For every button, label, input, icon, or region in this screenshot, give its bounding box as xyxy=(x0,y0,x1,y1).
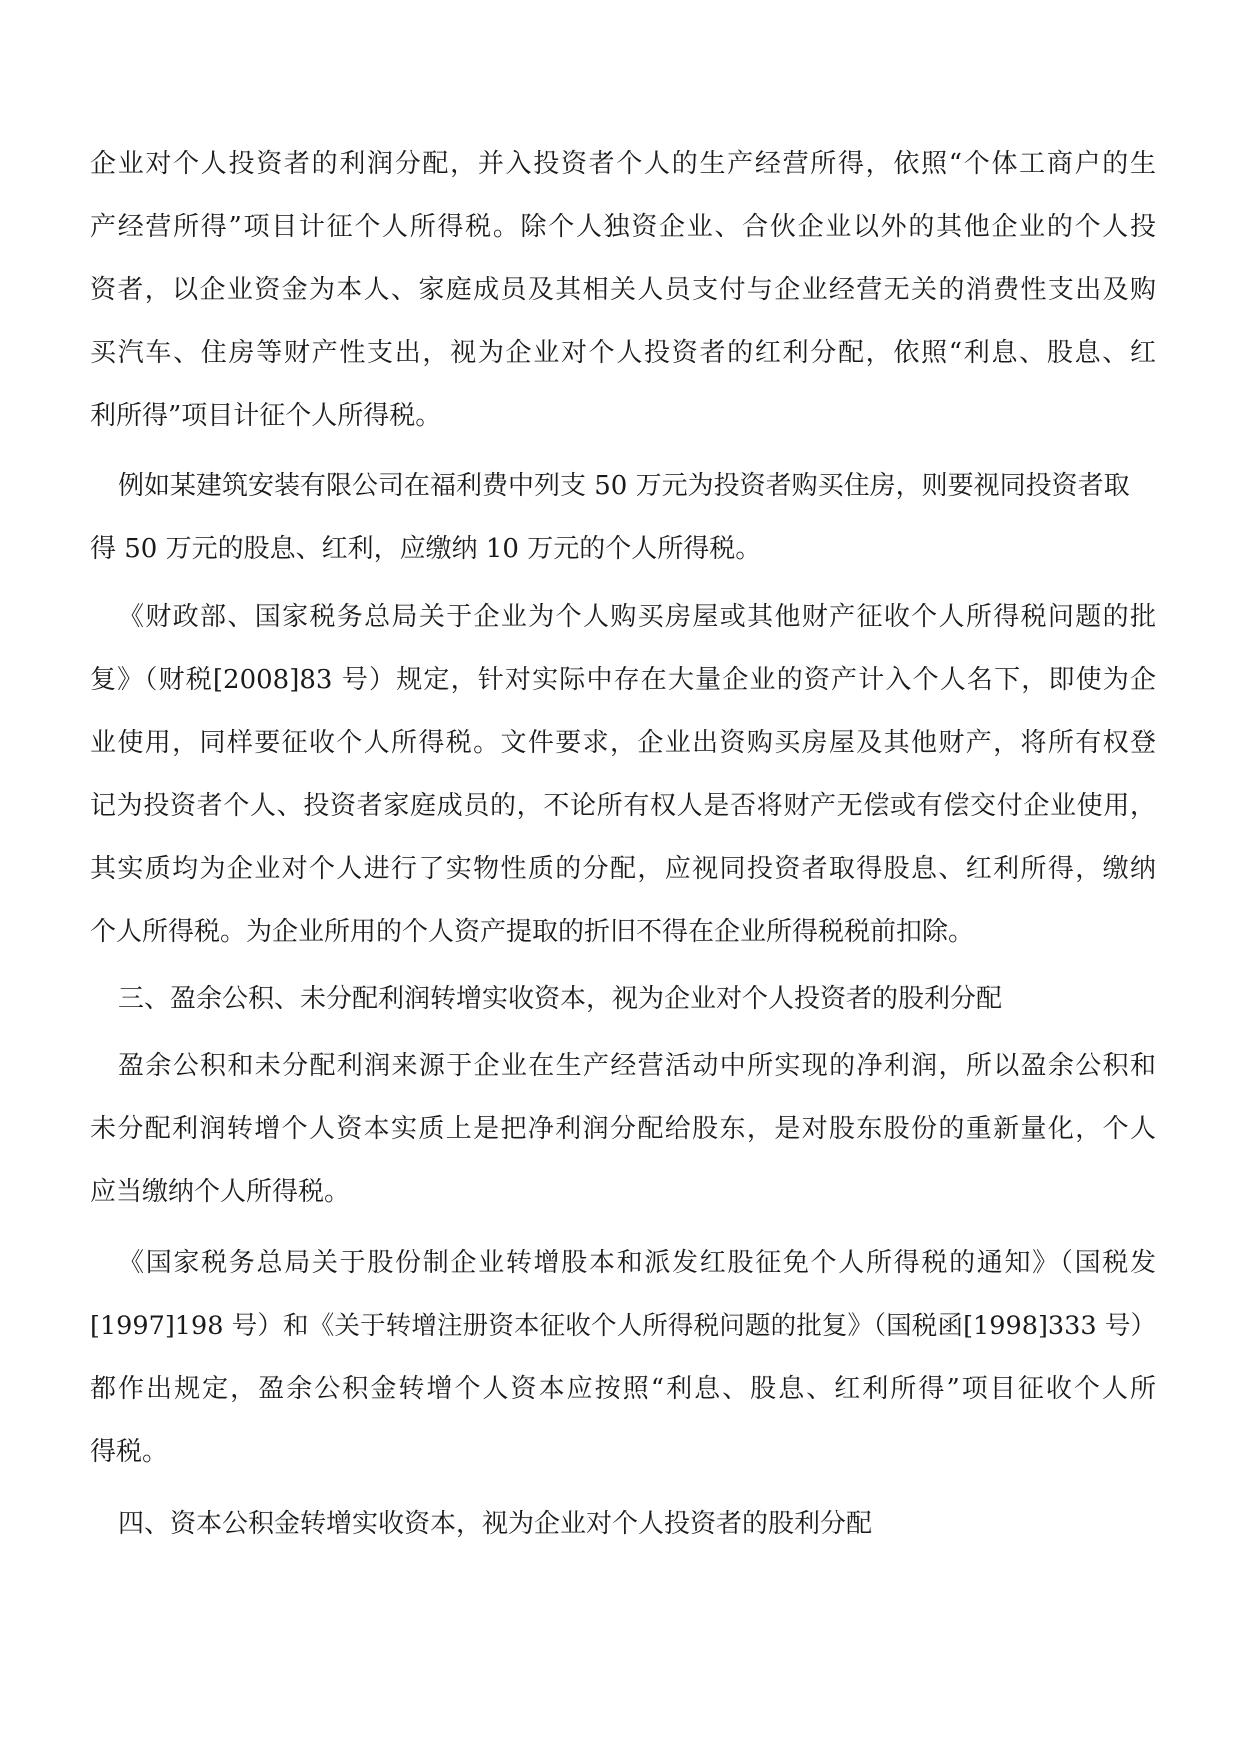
text-line: 企业对个人投资者的利润分配，并入投资者个人的生产经营所得，依照“个体工商户的生 xyxy=(90,149,1156,179)
heading-line: 四、资本公积金转增实收资本，视为企业对个人投资者的股利分配 xyxy=(118,1509,873,1539)
text-line: 得 50 万元的股息、红利，应缴纳 10 万元的个人所得税。 xyxy=(90,534,762,564)
text-line: 复》（财税[2008]83 号）规定，针对实际中存在大量企业的资产计入个人名下，即使为企 xyxy=(90,665,1156,695)
text-line: 应当缴纳个人所得税。 xyxy=(90,1177,351,1207)
text-line: 业使用，同样要征收个人所得税。文件要求，企业出资购买房屋及其他财产，将所有权登 xyxy=(90,728,1156,758)
text-line: 买汽车、住房等财产性支出，视为企业对个人投资者的红利分配，依照“利息、股息、红 xyxy=(90,338,1156,368)
text-line: 盈余公积和未分配利润来源于企业在生产经营活动中所实现的净利润，所以盈余公积和 xyxy=(118,1051,1156,1081)
text-line: 《国家税务总局关于股份制企业转增股本和派发红股征免个人所得税的通知》（国税发 xyxy=(118,1248,1156,1278)
text-line: 个人所得税。为企业所用的个人资产提取的折旧不得在企业所得税税前扣除。 xyxy=(90,917,975,947)
text-line: 记为投资者个人、投资者家庭成员的，不论所有权人是否将财产无偿或有偿交付企业使用， xyxy=(90,791,1156,821)
text-line: 都作出规定，盈余公积金转增个人资本应按照“利息、股息、红利所得”项目征收个人所 xyxy=(90,1374,1156,1404)
text-line: 《财政部、国家税务总局关于企业为个人购买房屋或其他财产征收个人所得税问题的批 xyxy=(118,602,1156,632)
heading-line: 三、盈余公积、未分配利润转增实收资本，视为企业对个人投资者的股利分配 xyxy=(118,984,1003,1014)
text-line: [1997]198 号）和《关于转增注册资本征收个人所得税问题的批复》（国税函[1998]333 号） xyxy=(90,1311,1156,1341)
text-line: 未分配利润转增个人资本实质上是把净利润分配给股东，是对股东股份的重新量化，个人 xyxy=(90,1114,1156,1144)
text-line: 例如某建筑安装有限公司在福利费中列支 50 万元为投资者购买住房，则要视同投资者取 xyxy=(118,471,1130,501)
text-line: 其实质均为企业对个人进行了实物性质的分配，应视同投资者取得股息、红利所得，缴纳 xyxy=(90,854,1156,884)
text-line: 得税。 xyxy=(90,1437,169,1467)
text-line: 产经营所得”项目计征个人所得税。除个人独资企业、合伙企业以外的其他企业的个人投 xyxy=(90,212,1156,242)
text-line: 利所得”项目计征个人所得税。 xyxy=(90,401,442,431)
text-line: 资者，以企业资金为本人、家庭成员及其相关人员支付与企业经营无关的消费性支出及购 xyxy=(90,275,1156,305)
